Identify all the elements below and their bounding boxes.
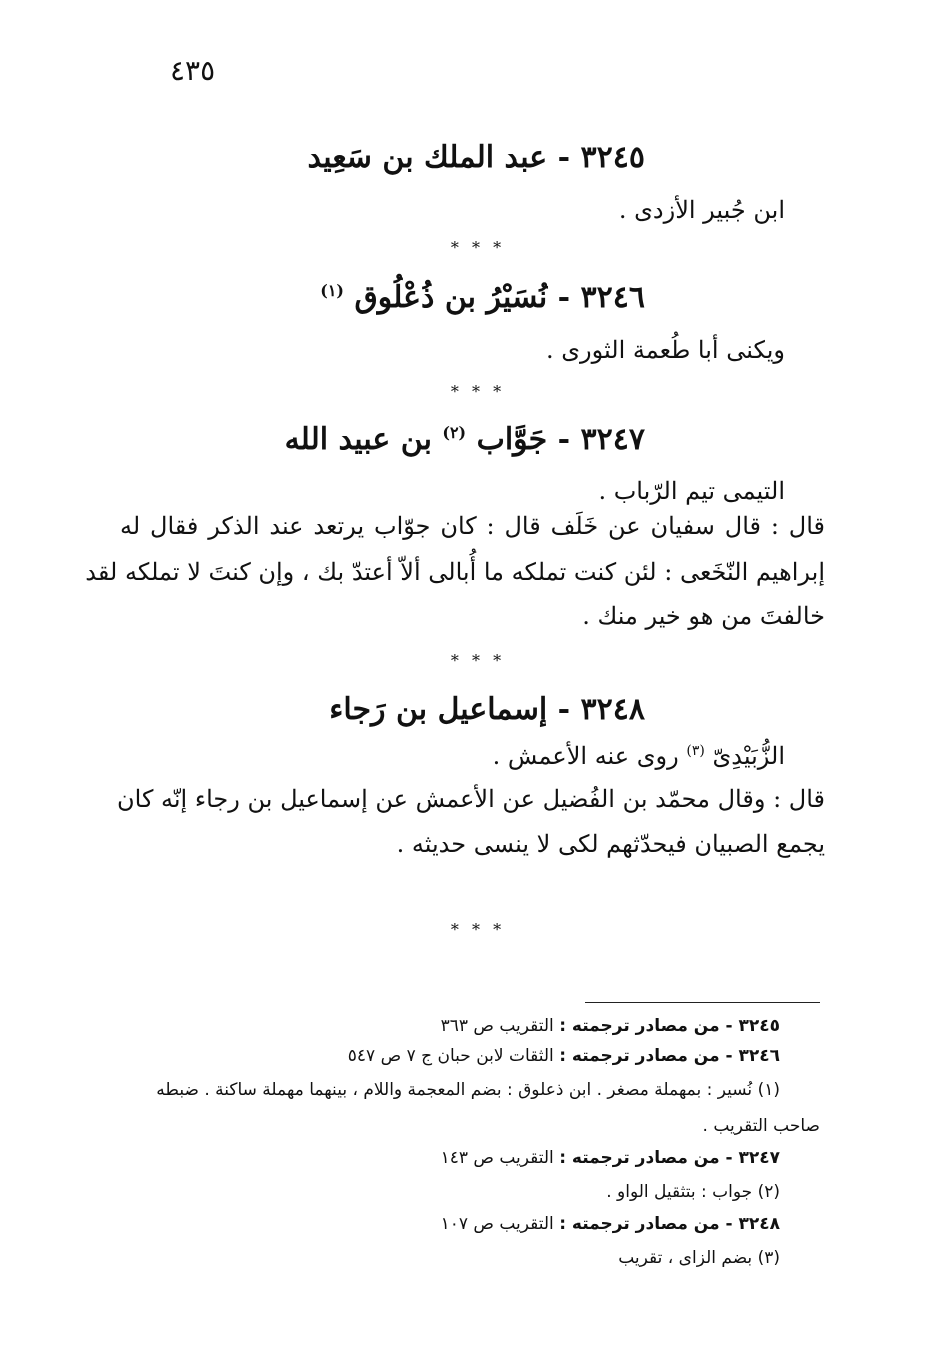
footnote-source-text: التقريب ص ١٤٣: [440, 1148, 554, 1168]
entry-title-3248: ٣٢٤٨ - إسماعيل بن رَجاء: [329, 692, 645, 727]
entry-3247-line-3: إبراهيم النّخَعى : لئن كنت تملكه ما أُبالى ألاّ أعتدّ بك ، وإن كنتَ لا تملكه لقد: [85, 558, 825, 586]
footnote-divider: [585, 1002, 820, 1003]
footnote-source-label: ٣٢٤٨ - من مصادر ترجمته :: [559, 1214, 780, 1234]
footnote-source-3246: [348, 1046, 780, 1066]
entry-3247-line-4: خالفتَ من هو خير منك .: [582, 602, 825, 630]
section-separator: * * *: [450, 382, 506, 401]
footnote-2: (٢) جواب : بتثقيل الواو .: [606, 1182, 780, 1202]
page-number: ٤٣٥: [170, 54, 216, 87]
footnote-1: (١) نُسير : بمهملة مصغر . ابن ذعلوق : بضم المعجمة واللام ، بينهما مهملة ساكنة . ضبطه: [156, 1080, 780, 1100]
entry-3245-line-1: ابن جُبير الأزدى .: [618, 196, 785, 224]
entry-3248-line-1-after: روى عنه الأعمش .: [492, 742, 679, 770]
entry-3247-line-1: التيمى تيم الرّباب .: [598, 477, 785, 505]
footnote-marker-1: (١): [320, 281, 344, 300]
entry-title-3245: ٣٢٤٥ - عبد الملك بن سَعِيد: [307, 140, 645, 175]
entry-title-3247-after: بن عبيد الله: [284, 422, 432, 457]
entry-title-3247-before: ٣٢٤٧ - جَوَّاب: [476, 422, 645, 457]
entry-3248-line-1-before: الزُّبَيْدِىّ: [712, 742, 785, 770]
footnote-source-label: ٣٢٤٥ - من مصادر ترجمته :: [559, 1016, 780, 1036]
footnote-source-3248: [441, 1214, 780, 1234]
footnote-source-3247: [441, 1148, 780, 1168]
footnote-1-continued: صاحب التقريب .: [702, 1116, 820, 1136]
entry-3246-line-1: ويكنى أبا طُعمة الثورى .: [546, 336, 785, 364]
section-separator: * * *: [450, 651, 506, 670]
entry-title-3246: [320, 280, 645, 315]
entry-3248-line-1: [493, 742, 785, 770]
footnote-3: (٣) بضم الزاى ، تقريب: [618, 1248, 780, 1268]
footnote-source-text: الثقات لابن حبان ج ٧ ص ٥٤٧: [347, 1046, 554, 1066]
footnote-marker-2: (٢): [442, 423, 467, 442]
entry-3247-line-2: قال : قال سفيان عن خَلَف قال : كان جوّاب يرتعد عند الذكر فقال له: [120, 512, 825, 540]
footnote-source-label: ٣٢٤٦ - من مصادر ترجمته :: [559, 1046, 780, 1066]
footnote-source-text: التقريب ص ٣٦٣: [440, 1016, 554, 1036]
section-separator: * * *: [450, 920, 506, 939]
section-separator: * * *: [450, 238, 506, 257]
entry-3248-line-3: يجمع الصبيان فيحدّثهم لكى لا ينسى حديثه .: [396, 830, 825, 858]
footnote-marker-3: (٣): [686, 743, 705, 759]
footnote-source-label: ٣٢٤٧ - من مصادر ترجمته :: [559, 1148, 780, 1168]
footnote-source-text: التقريب ص ١٠٧: [440, 1214, 554, 1234]
entry-title-3246-text: ٣٢٤٦ - نُسَيْرُ بن ذُعْلُوق: [354, 280, 645, 315]
entry-title-3247: [285, 422, 645, 457]
entry-3248-line-2: قال : وقال محمّد بن الفُضيل عن الأعمش عن إسماعيل بن رجاء إنّه كان: [117, 785, 825, 813]
footnote-source-3245: [441, 1016, 780, 1036]
